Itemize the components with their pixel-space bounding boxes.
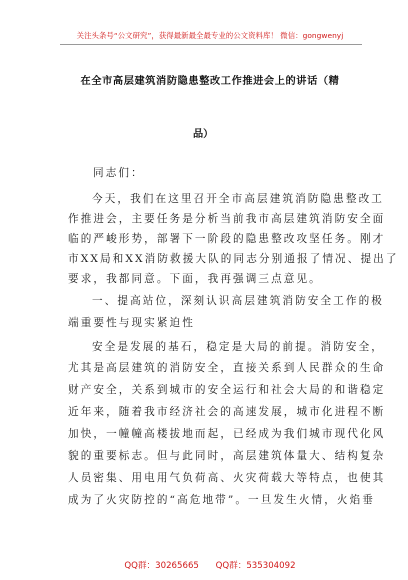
body-line: 市XX局和XX消防救援大队的同志分别通报了情况、提出了 bbox=[68, 253, 399, 265]
body-line: 安全是发展的基石，稳定是大局的前提。消防安全， bbox=[92, 341, 384, 353]
body-line: 财产安全，关系到城市的安全运行和社会大局的和谐稳定 bbox=[68, 384, 386, 396]
body-line: 临的严峻形势，部署下一阶段的隐患整改攻坚任务。刚才 bbox=[68, 233, 386, 245]
body-line: 成为了火灾防控的“高危地带”。一旦发生火情，火焰垂 bbox=[68, 494, 375, 506]
section-heading-continued: 端重要性与现实紧迫性 bbox=[68, 317, 195, 329]
body-line: 今天，我们在这里召开全市高层建筑消防隐患整改工 bbox=[92, 193, 384, 205]
body-line: 加快，一幢幢高楼拔地而起，已经成为我们城市现代化风 bbox=[68, 428, 386, 440]
footer-qq-group-1: QQ群：30265665 bbox=[124, 561, 199, 571]
header-divider bbox=[60, 44, 362, 45]
document-title: 在全市高层建筑消防隐患整改工作推进会上的讲话（精 bbox=[80, 76, 340, 87]
body-line: 人员密集、用电用气负荷高、火灾荷载大等特点，也使其 bbox=[68, 472, 386, 484]
footer-qq-group-2: QQ群：535304092 bbox=[215, 561, 296, 571]
body-line: 貌的重要标志。但与此同时，高层建筑体量大、结构复杂 bbox=[68, 450, 386, 462]
header-notice: 关注头条号“公文研究”，获得最新最全最专业的公文资料库！ 微信：gongwenyj bbox=[76, 31, 344, 40]
footer-contact bbox=[60, 559, 360, 571]
greeting: 同志们： bbox=[93, 167, 144, 179]
body-line: 要求，我都同意。下面，我再强调三点意见。 bbox=[68, 273, 322, 285]
body-line: 尤其是高层建筑的消防安全，直接关系到人民群众的生命 bbox=[68, 362, 386, 374]
body-line: 作推进会，主要任务是分析当前我市高层建筑消防安全面 bbox=[68, 213, 386, 225]
body-line: 近年来，随着我市经济社会的高速发展，城市化进程不断 bbox=[68, 406, 386, 418]
document-title-continued: 品） bbox=[193, 129, 214, 140]
section-heading: 一、提高站位，深刻认识高层建筑消防安全工作的极 bbox=[92, 295, 384, 307]
